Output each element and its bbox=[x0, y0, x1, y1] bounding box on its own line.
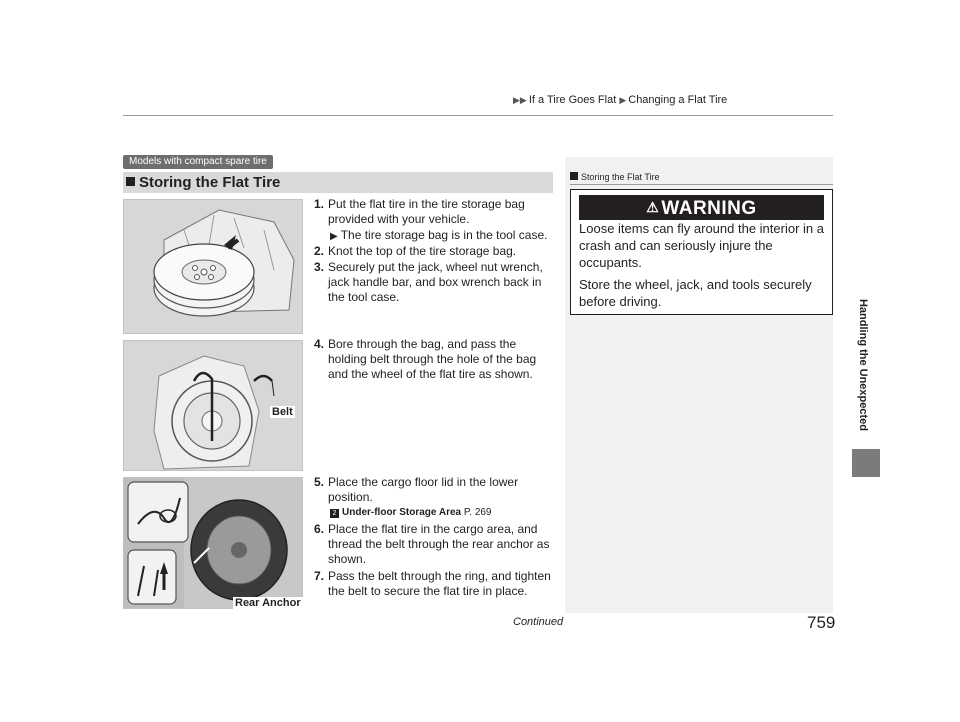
step-1: 1. Put the flat tire in the tire storage bag provided with your vehicle. bbox=[314, 197, 525, 226]
arrow-right-icon: ▶▶ bbox=[513, 95, 527, 105]
step-5: 5. Place the cargo floor lid in the lower position. bbox=[314, 475, 519, 504]
warning-header: ⚠ WARNING bbox=[579, 195, 824, 220]
breadcrumb-item-flat-tire[interactable]: If a Tire Goes Flat bbox=[528, 94, 617, 106]
step-6: 6. Place the flat tire in the cargo area, and thread the belt through the rear anchor as shown. bbox=[314, 522, 550, 566]
arrow-right-icon: ▶ bbox=[330, 231, 338, 242]
xref-under-floor-storage[interactable]: 2 Under-floor Storage Area P. 269 bbox=[330, 507, 492, 518]
reference-icon: 2 bbox=[330, 509, 339, 518]
sidebar-heading: Storing the Flat Tire bbox=[570, 172, 660, 182]
chapter-tab-label: Handling the Unexpected bbox=[857, 298, 869, 432]
step-3: 3. Securely put the jack, wheel nut wrench, jack handle bar, and box wrench back in the tool case. bbox=[314, 260, 543, 304]
step-1-note: ▶ The tire storage bag is in the tool case. bbox=[330, 228, 548, 242]
figure-label-belt: Belt bbox=[272, 406, 293, 418]
figure-tire-bag bbox=[123, 199, 303, 334]
arrow-right-icon: ▶ bbox=[619, 95, 627, 105]
chapter-tab[interactable] bbox=[856, 270, 870, 460]
sidebar-divider bbox=[570, 184, 833, 185]
section-square-icon bbox=[126, 177, 135, 186]
page-number: 759 bbox=[807, 613, 836, 632]
step-2: 2. Knot the top of the tire storage bag. bbox=[314, 244, 517, 258]
section-title-text: Storing the Flat Tire bbox=[139, 174, 281, 191]
continued-label: Continued bbox=[513, 616, 564, 628]
warning-text-2: Store the wheel, jack, and tools securely before driving. bbox=[579, 277, 812, 309]
section-title bbox=[126, 174, 280, 191]
warning-text-1: Loose items can fly around the interior in a crash and can seriously injure the occupants. bbox=[579, 221, 824, 270]
step-7: 7. Pass the belt through the ring, and tighten the belt to secure the flat tire in place. bbox=[314, 569, 551, 598]
sidebar-marker-icon bbox=[570, 172, 578, 180]
breadcrumb-item-changing[interactable]: Changing a Flat Tire bbox=[628, 94, 728, 106]
model-badge: Models with compact spare tire bbox=[123, 155, 273, 169]
header-divider bbox=[123, 115, 833, 116]
warning-box bbox=[570, 189, 833, 315]
breadcrumb bbox=[513, 94, 727, 106]
warning-triangle-icon: ⚠ bbox=[646, 199, 660, 215]
chapter-tab-marker bbox=[852, 449, 880, 477]
step-4: 4. Bore through the bag, and pass the holding belt through the hole of the bag and the wheel of the flat tire as shown. bbox=[314, 337, 537, 381]
figure-rear-anchor bbox=[123, 477, 303, 609]
figure-label-rear-anchor: Rear Anchor bbox=[235, 597, 301, 609]
